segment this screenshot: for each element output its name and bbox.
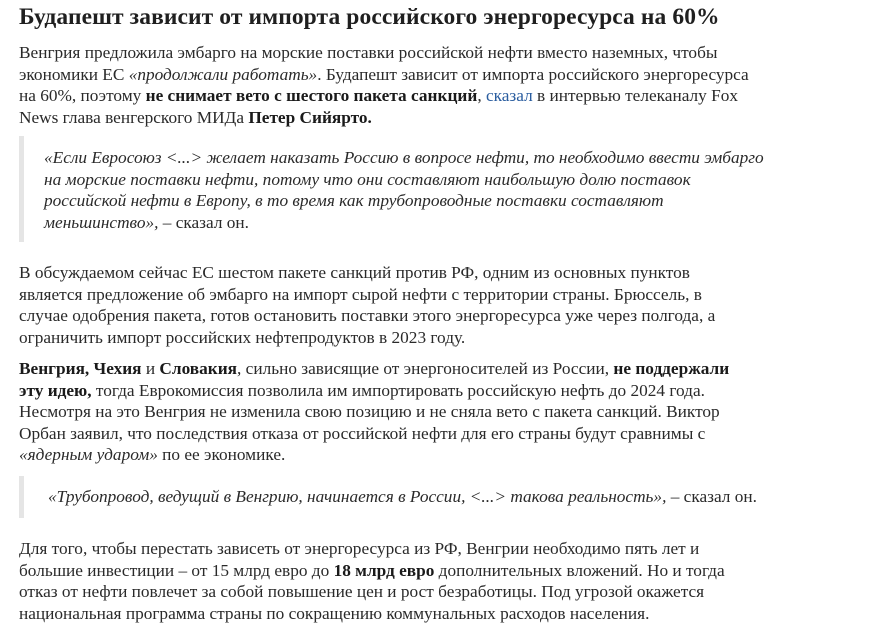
text-line: Несмотря на это Венгрия не изменила свою позицию и не сняла вето с пакета санкций. Виктор: [19, 402, 720, 422]
quote-line: «Если Евросоюз <...> желает наказать Россию в вопросе нефти, то необходимо ввести эмбарго: [44, 148, 764, 167]
text-line: [19, 85, 869, 107]
quote-text: меньшинство»,: [44, 212, 159, 232]
text-run: . Будапешт зависит от импорта российского энергоресурса: [317, 64, 749, 84]
quote-line: российской нефти в Европу, в то время как трубопроводные поставки составляют: [44, 191, 664, 211]
text-line: национальная программа страны по сокращению коммунальных расходов населения.: [19, 603, 650, 623]
text-line: ограничить импорт российских нефтепродуктов в 2023 году.: [19, 327, 466, 347]
text-line: [19, 107, 869, 129]
text-line: случае одобрения пакета, готов остановить поставки этого энергоресурса уже через полгода, а: [19, 306, 716, 326]
text-line: Для того, чтобы перестать зависеть от энергоресурса из РФ, Венгрии необходимо пять лет и: [19, 539, 700, 558]
quote-line: на морские поставки нефти, потому что они составляют наибольшую долю поставок: [44, 169, 691, 189]
text-line: Орбан заявил, что последствия отказа от российской нефти для его страны будут сравнимы с: [19, 423, 706, 443]
quote-attribution: – сказал он.: [158, 212, 249, 232]
article-title: Будапешт зависит от импорта российского энергоресурса на 60%: [19, 4, 720, 30]
said-link[interactable]: сказал: [485, 86, 533, 106]
italic-phrase: «ядерным ударом»: [19, 445, 158, 465]
bold-phrase: не снимает вето с шестого пакета санкций: [145, 86, 478, 106]
text-run: тогда Еврокомиссия позволила им импортировать российскую нефть до 2024 года.: [91, 380, 705, 400]
quote-line: [48, 486, 854, 508]
text-line: [19, 444, 869, 466]
text-line: В обсуждаемом сейчас ЕС шестом пакете санкций против РФ, одним из основных пунктов: [19, 263, 690, 282]
text-run: News глава венгерского МИДа: [19, 107, 249, 127]
text-line: отказ от нефти повлечет за собой повышение цен и рост безработицы. Под угрозой окажется: [19, 582, 705, 602]
blockquote-szijjarto: [19, 136, 854, 242]
text-line: Венгрия предложила эмбарго на морские поставки российской нефти вместо наземных, чтобы: [19, 43, 718, 62]
text-run: , сильно зависящие от энергоносителей из России,: [237, 359, 614, 378]
text-run: в интервью телеканалу Fox: [532, 86, 739, 106]
text-run: ,: [477, 86, 486, 106]
quote-text: «Трубопровод, ведущий в Венгрию, начинается в России, <...> такова реальность»,: [48, 487, 667, 506]
text-line: [19, 358, 869, 380]
bold-phrase: 18 млрд евро: [333, 560, 435, 580]
text-run: и: [141, 359, 160, 378]
text-run: большие инвестиции – от 15 млрд евро до: [19, 560, 334, 580]
quote-line: [44, 212, 854, 234]
bold-phrase: эту идею,: [19, 380, 92, 400]
blockquote-orban: [19, 476, 854, 518]
text-run: экономики ЕС: [19, 64, 129, 84]
text-line: является предложение об эмбарго на импорт сырой нефти с территории страны. Брюссель, в: [19, 284, 702, 304]
bold-phrase: Венгрия, Чехия: [19, 359, 142, 378]
text-run: на 60%, поэтому: [19, 86, 146, 106]
italic-phrase: «продолжали работать»: [128, 64, 318, 84]
paragraph-intro: [19, 42, 869, 128]
bold-phrase: не поддержали: [613, 359, 730, 378]
paragraph-investment: [19, 538, 869, 624]
paragraph-countries: [19, 358, 869, 466]
paragraph-sanctions: [19, 262, 869, 348]
text-line: [19, 64, 869, 86]
quote-attribution: – сказал он.: [666, 487, 757, 506]
text-line: [19, 380, 869, 402]
bold-phrase: Словакия: [159, 359, 238, 378]
person-name: Петер Сийярто.: [248, 107, 372, 127]
text-run: дополнительных вложений. Но и тогда: [434, 560, 725, 580]
text-run: по ее экономике.: [157, 445, 286, 465]
text-line: [19, 560, 869, 582]
